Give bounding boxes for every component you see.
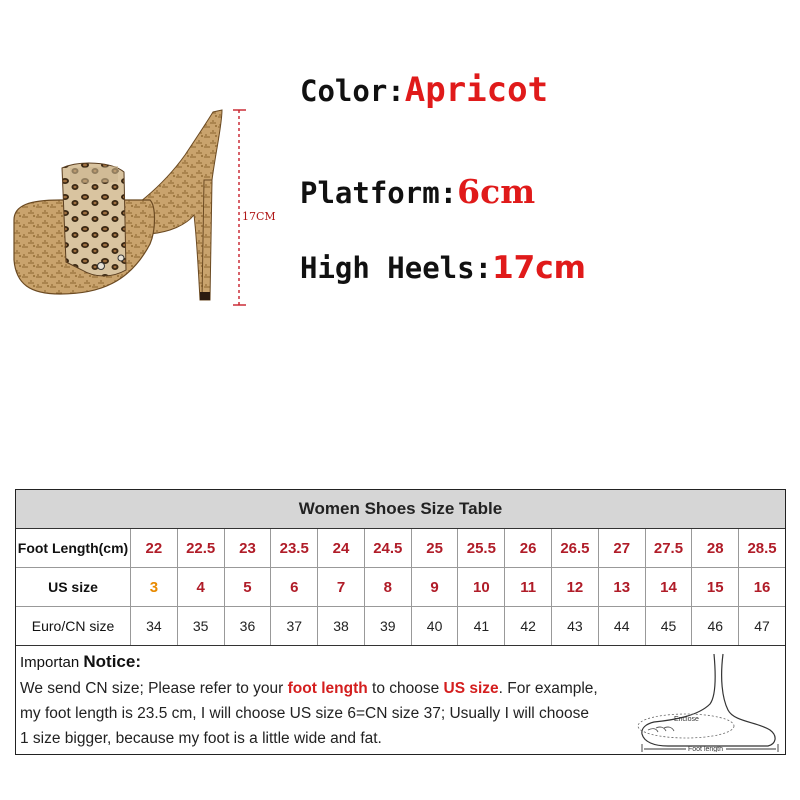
table-cell: 41 — [458, 607, 505, 645]
euro-cn-size-row — [16, 607, 785, 646]
heel-height-label: 17CM — [242, 210, 276, 223]
table-cell: 46 — [692, 607, 739, 645]
table-cell: 10 — [458, 568, 505, 606]
table-cell: 45 — [646, 607, 693, 645]
notice-text-part: to choose — [367, 680, 444, 697]
table-cell: 28 — [692, 529, 739, 567]
table-cell: 27.5 — [646, 529, 693, 567]
spec-platform — [300, 172, 535, 211]
row-header: Euro/CN size — [16, 607, 131, 645]
platform-value: 6cm — [457, 172, 536, 211]
notice-emphasis-us-size: US size — [443, 680, 499, 697]
table-cell: 16 — [753, 578, 771, 596]
table-cell: 24.5 — [365, 529, 412, 567]
table-cell: 5 — [225, 568, 272, 606]
platform-label: Platform: — [300, 176, 458, 210]
foot-length-label: Foot length — [688, 746, 724, 752]
notice-section — [16, 646, 785, 756]
foot-measurement-diagram — [628, 648, 783, 752]
table-cell: 43 — [552, 607, 599, 645]
table-cell: 22 — [131, 529, 178, 567]
table-cell: 25.5 — [458, 529, 505, 567]
table-cell: 26 — [505, 529, 552, 567]
table-cell: 26.5 — [552, 529, 599, 567]
table-cell: 14 — [646, 568, 693, 606]
notice-line-2: my foot length is 23.5 cm, I will choose US size 6=CN size 37; Usually I will choose — [20, 705, 589, 722]
size-table-title: Women Shoes Size Table — [16, 490, 785, 529]
table-cell: 9 — [412, 568, 459, 606]
table-cell: 35 — [178, 607, 225, 645]
table-cell: 11 — [505, 568, 552, 606]
table-cell: 25 — [412, 529, 459, 567]
table-cell: 34 — [131, 607, 178, 645]
notice-emphasis-foot-length: foot length — [287, 680, 368, 697]
heel-value: 17cm — [492, 250, 586, 286]
color-label: Color: — [300, 74, 405, 108]
enclose-label: Enclose — [674, 716, 699, 723]
table-cell: 23.5 — [271, 529, 318, 567]
notice-title-prefix: Importan — [20, 654, 84, 671]
table-cell: 3 — [131, 568, 178, 606]
table-cell: 40 — [412, 607, 459, 645]
row-header: US size — [16, 568, 131, 606]
notice-title-main: Notice: — [83, 652, 141, 671]
size-table — [15, 489, 786, 755]
table-cell: 47 — [754, 618, 770, 634]
foot-length-row — [16, 529, 785, 568]
table-cell: 7 — [318, 568, 365, 606]
table-cell: 23 — [225, 529, 272, 567]
table-cell: 15 — [692, 568, 739, 606]
table-cell: 24 — [318, 529, 365, 567]
table-cell: 44 — [599, 607, 646, 645]
us-size-row — [16, 568, 785, 607]
table-cell: 6 — [271, 568, 318, 606]
color-value: Apricot — [404, 70, 549, 110]
heel-label: High Heels: — [300, 251, 493, 285]
notice-text-part: . For example, — [498, 680, 598, 697]
notice-text — [20, 676, 630, 751]
notice-text-part: We send CN size; Please refer to your — [20, 680, 288, 697]
notice-title — [20, 652, 141, 672]
table-cell: 37 — [271, 607, 318, 645]
table-cell: 27 — [599, 529, 646, 567]
table-cell: 39 — [365, 607, 412, 645]
table-cell: 38 — [318, 607, 365, 645]
table-cell: 8 — [365, 568, 412, 606]
shoe-product-image — [0, 0, 300, 320]
table-cell: 22.5 — [178, 529, 225, 567]
row-header: Foot Length(cm) — [16, 529, 131, 567]
table-cell: 13 — [599, 568, 646, 606]
table-cell: 42 — [505, 607, 552, 645]
spec-heel-height — [300, 250, 586, 286]
table-cell: 36 — [225, 607, 272, 645]
spec-color — [300, 70, 548, 110]
table-cell: 28.5 — [747, 539, 777, 557]
notice-line-3: 1 size bigger, because my foot is a little wide and fat. — [20, 730, 382, 747]
table-cell: 4 — [178, 568, 225, 606]
table-cell: 12 — [552, 568, 599, 606]
heel-height-marker — [233, 110, 246, 305]
